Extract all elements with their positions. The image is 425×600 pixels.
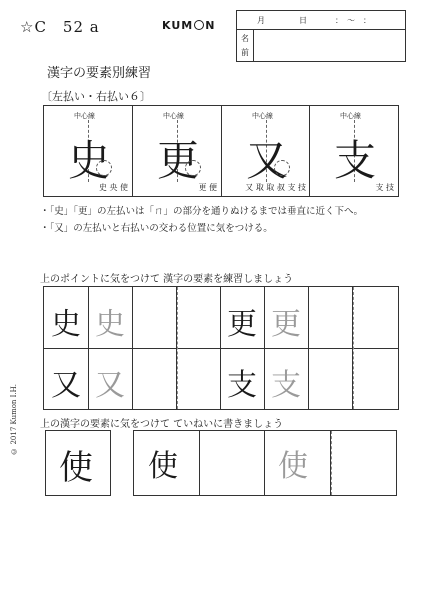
section-1-instructions: 上のポイントに気をつけて 漢字の要素を練習しましょう [40,274,294,285]
center-line-label: 中心線 [252,112,273,120]
demo-char: 支 [334,136,377,185]
practice-trace-char: 又 [95,368,125,403]
name-date-box [236,10,406,62]
demo-caption: 史 央 使 [98,183,128,192]
final-model-char: 使 [59,448,93,488]
practice-grid [43,286,399,410]
grid-col-line [220,287,221,409]
final-copy-char: 使 [148,449,178,484]
center-line-label: 中心線 [74,112,95,120]
grid-col-line [176,287,177,409]
logo-o-icon [194,20,204,30]
grid-col-line [308,287,309,409]
demo-char: 更 [157,136,200,185]
practice-model-char: 史 [51,307,81,342]
name-column-divider [253,29,254,61]
demo-cell [309,106,398,196]
name-label-2: 前 [241,48,249,57]
grid-col-line [352,287,353,409]
demo-cell [44,106,132,196]
grid-col-line [199,431,200,495]
time-label: ： 〜 ： [335,16,371,25]
grid-col-line [264,431,265,495]
logo-text-left: KUM [162,19,194,32]
copyright: © 2017 Kumon I.H. [10,384,18,455]
center-line-label: 中心線 [163,112,184,120]
note-1: ・「史」「更」の左払いは「ㄇ」の部分を通りぬけるまでは垂直に近く下へ。 [40,206,364,217]
demo-char: 史 [68,136,111,185]
practice-model-char: 更 [227,307,257,342]
stroke-guide-icon [274,160,290,176]
stroke-guide-icon [185,160,201,176]
stroke-guide-icon [96,160,112,176]
worksheet-level: ☆C 52 a [20,18,100,36]
grid-col-line [132,287,133,409]
demo-char: 又 [246,136,289,185]
name-label-1: 名 [241,34,249,43]
grid-col-line [330,431,331,495]
demo-caption: 支 技 [375,183,394,192]
practice-trace-char: 更 [271,307,301,342]
grid-col-line [88,287,89,409]
practice-trace-char: 史 [95,307,125,342]
center-line-label: 中心線 [340,112,361,120]
note-2: ・「又」の左払いと右払いの交わる位置に気をつける。 [40,223,273,234]
day-label: 日 [299,16,307,25]
demo-panel [43,105,399,197]
final-trace-char: 使 [278,449,308,484]
practice-trace-char: 支 [271,368,301,403]
final-practice-box [133,430,397,496]
practice-model-char: 又 [51,368,81,403]
demo-caption: 又 取 取 叔 支 技 [245,183,306,192]
row-divider [44,348,398,349]
practice-model-char: 支 [227,368,257,403]
month-label: 月 [257,16,265,25]
worksheet-title: 漢字の要素別練習 [47,66,152,81]
demo-caption: 更 便 [198,183,217,192]
kumon-logo [162,19,215,32]
worksheet-subtitle: 〔左払い・右払い６〕 [41,90,151,103]
demo-cell [132,106,221,196]
logo-text-right: N [205,19,216,32]
final-model-box [45,430,111,496]
grid-col-line [264,287,265,409]
demo-cell [221,106,310,196]
section-2-instructions: 上の漢字の要素に気をつけて ていねいに書きましょう [40,419,284,430]
